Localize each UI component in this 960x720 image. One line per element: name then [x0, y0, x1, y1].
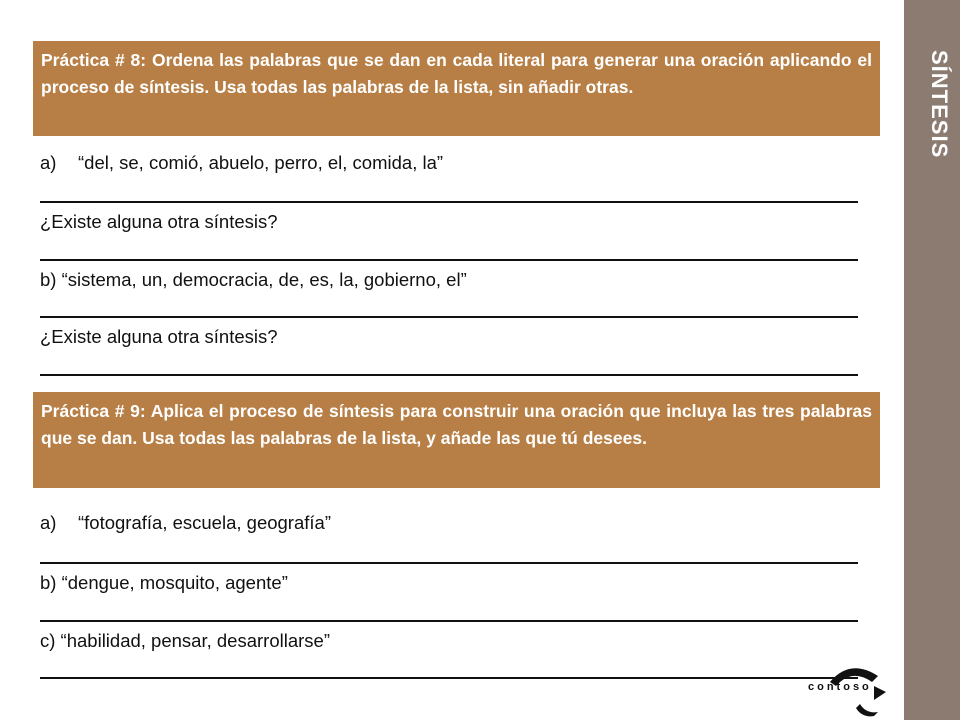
- item-marker: a): [40, 512, 57, 533]
- practice-8-item-b: b) “sistema, un, democracia, de, es, la, gobierno, el”: [40, 269, 467, 290]
- practice-8-question-a: ¿Existe alguna otra síntesis?: [40, 211, 278, 232]
- item-words: “fotografía, escuela, geografía”: [78, 512, 331, 533]
- practice-8-instructions: Práctica # 8: Ordena las palabras que se dan en cada literal para generar una oración aplicando el proceso de síntesis. Usa todas las palabras de la lista, sin añadir otras.: [33, 41, 880, 136]
- answer-line[interactable]: [40, 374, 858, 376]
- section-title: SÍNTESIS: [927, 49, 952, 159]
- practice-9-instructions: Práctica # 9: Aplica el proceso de síntesis para construir una oración que incluya las tres palabras que se dan. Usa todas las palabras de la lista, y añade las que tú desees.: [33, 392, 880, 488]
- item-marker: a): [40, 152, 57, 173]
- practice-9-item-b: b) “dengue, mosquito, agente”: [40, 572, 288, 593]
- logo-wordmark: contoso: [808, 681, 872, 693]
- answer-line[interactable]: [40, 620, 858, 622]
- answer-line[interactable]: [40, 677, 858, 679]
- practice-8-item-a: [40, 152, 443, 174]
- practice-9-item-c: c) “habilidad, pensar, desarrollarse”: [40, 630, 330, 651]
- sidebar: [904, 0, 960, 720]
- answer-line[interactable]: [40, 259, 858, 261]
- practice-9-item-a: [40, 512, 331, 534]
- answer-line[interactable]: [40, 316, 858, 318]
- answer-line[interactable]: [40, 562, 858, 564]
- practice-8-question-b: ¿Existe alguna otra síntesis?: [40, 326, 278, 347]
- item-words: “del, se, comió, abuelo, perro, el, comida, la”: [78, 152, 444, 173]
- answer-line[interactable]: [40, 201, 858, 203]
